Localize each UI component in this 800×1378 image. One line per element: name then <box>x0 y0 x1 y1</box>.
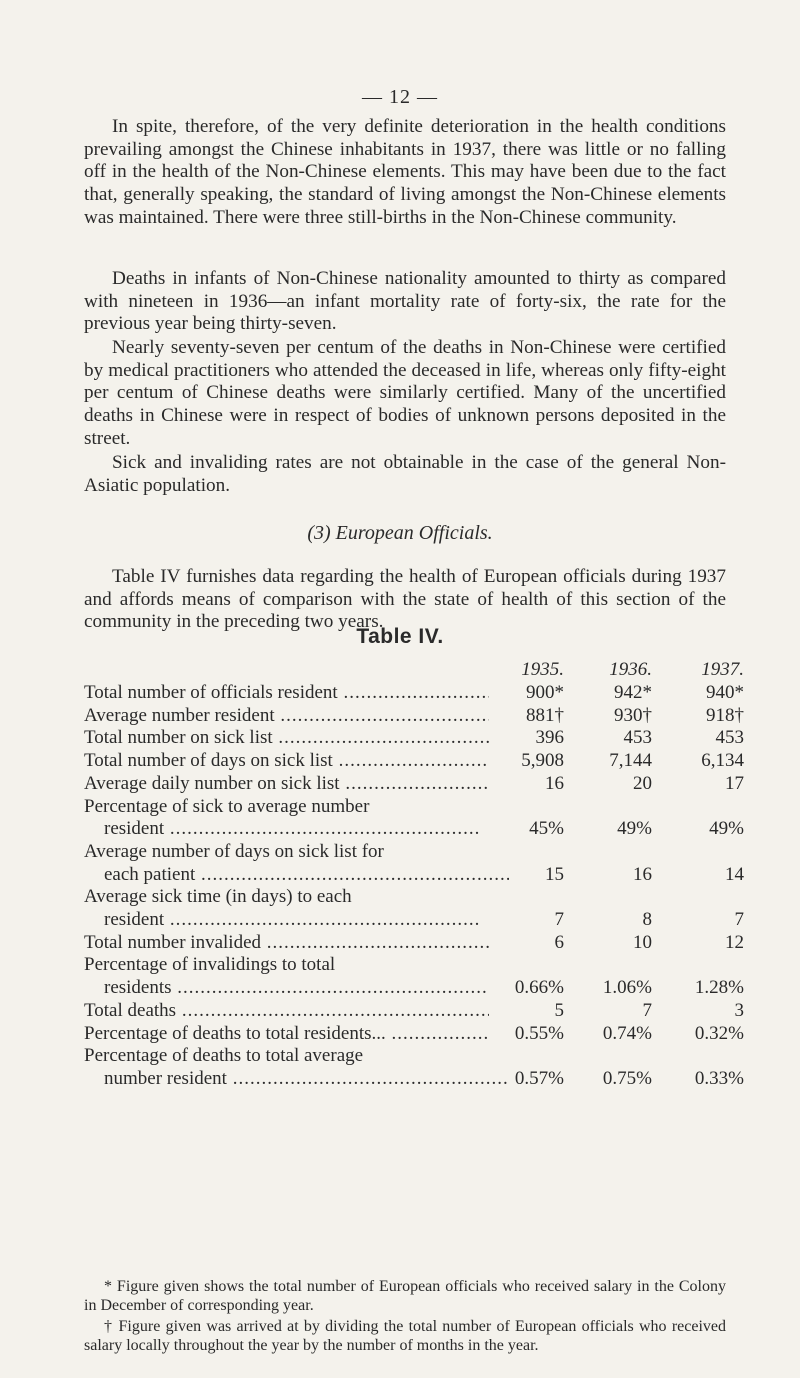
table-body <box>84 682 744 1091</box>
cell-value: 453 <box>715 727 744 749</box>
cell-value: 15 <box>545 863 564 885</box>
cell-value: 49% <box>617 818 652 840</box>
cell-value: 0.74% <box>602 1022 652 1044</box>
table-title: Table IV. <box>356 625 444 648</box>
cell-value: 45% <box>529 818 564 840</box>
row-label <box>84 773 484 796</box>
page-number-header: — 12 — <box>362 86 438 108</box>
year-header-1936: 1936. <box>609 659 652 681</box>
table-row <box>84 954 744 999</box>
table-row <box>84 796 744 841</box>
cell-value: 453 <box>623 727 652 749</box>
paragraph-table-intro: Table IV furnishes data regarding the health of European officials during 1937 and affords means of comparison with the state of health of this section of the community in the preceding two years. <box>84 566 726 633</box>
cell-value: 940* <box>706 682 744 703</box>
table-row <box>84 750 744 773</box>
cell-value: 396 <box>535 727 564 749</box>
footnote-asterisk: * Figure given shows the total number of European officials who received salary in the Colony in December of corresponding year. <box>84 1278 726 1314</box>
cell-value: 0.75% <box>602 1067 652 1089</box>
paragraph-4: Sick and invaliding rates are not obtainable in the case of the general Non-Asiatic population. <box>84 452 726 496</box>
cell-value: 6 <box>554 931 564 953</box>
row-label-line: Percentage of deaths to total average <box>84 1045 364 1067</box>
row-label-line: Percentage of invalidings to total <box>84 954 336 976</box>
table-row <box>84 705 744 728</box>
row-label <box>84 932 484 955</box>
cell-value: 5 <box>554 999 564 1021</box>
row-label-line: Total number on sick list ..... <box>84 727 489 750</box>
section-heading: (3) European Officials. <box>307 522 493 544</box>
row-label-line: Percentage of deaths to total residents... ..... <box>84 1023 489 1046</box>
row-label-line: each patient ..... <box>84 864 509 887</box>
cell-value: 0.57% <box>514 1067 564 1089</box>
cell-value: 0.55% <box>514 1022 564 1044</box>
cell-value: 14 <box>725 863 744 885</box>
row-label-line: Average daily number on sick list ..... <box>84 773 489 796</box>
cell-value: 7 <box>734 909 744 931</box>
row-label-line: Total number of days on sick list ..... <box>84 750 489 773</box>
table-row <box>84 1023 744 1046</box>
row-label-line: number resident ..... <box>84 1068 509 1091</box>
year-header-1937: 1937. <box>701 659 744 681</box>
cell-value: 930† <box>614 704 652 726</box>
row-label-line: Total number of officials resident ..... <box>84 682 489 705</box>
cell-value: 1.06% <box>602 977 652 999</box>
row-label <box>84 886 484 931</box>
cell-value: 0.33% <box>694 1067 744 1089</box>
cell-value: 8 <box>642 909 652 931</box>
table-header-row <box>84 654 744 682</box>
row-label-line: Average number resident ..... <box>84 705 489 728</box>
table-row <box>84 1045 744 1090</box>
cell-value: 7 <box>554 909 564 931</box>
cell-value: 20 <box>633 772 652 794</box>
row-label <box>84 1045 484 1090</box>
cell-value: 12 <box>725 931 744 953</box>
row-label <box>84 750 484 773</box>
cell-value: 10 <box>633 931 652 953</box>
cell-value: 3 <box>734 999 744 1021</box>
row-label-line: resident ..... <box>84 909 509 932</box>
row-label <box>84 682 484 705</box>
row-label-line: Average number of days on sick list for <box>84 840 384 862</box>
paragraph-1: In spite, therefore, of the very definite deterioration in the health conditions prevailing amongst the Chinese inhabitants in 1937, there was little or no falling off in the health of the Non-Chinese elements. This may have been due to the fact that, generally speaking, the standard of living amongst the Non-Chinese elements was maintained. There were three still-births in the Non-Chinese community. <box>84 116 726 228</box>
cell-value: 7,144 <box>609 750 652 772</box>
year-header-1935: 1935. <box>521 659 564 681</box>
row-label <box>84 1000 484 1023</box>
table-row <box>84 727 744 750</box>
cell-value: 942* <box>614 682 652 703</box>
row-label-line: Percentage of sick to average number <box>84 795 370 817</box>
cell-value: 6,134 <box>701 750 744 772</box>
table-row <box>84 682 744 705</box>
cell-value: 49% <box>709 818 744 840</box>
cell-value: 881† <box>526 704 564 726</box>
row-label <box>84 954 484 999</box>
row-label <box>84 727 484 750</box>
row-label-line: Total number invalided ..... <box>84 932 489 955</box>
cell-value: 0.66% <box>514 977 564 999</box>
cell-value: 900* <box>526 682 564 703</box>
cell-value: 16 <box>633 863 652 885</box>
row-label <box>84 841 484 886</box>
row-label <box>84 1023 484 1046</box>
row-label-line: Average sick time (in days) to each <box>84 886 352 908</box>
health-data-table <box>84 654 744 1091</box>
table-row <box>84 1000 744 1023</box>
cell-value: 0.32% <box>694 1022 744 1044</box>
cell-value: 5,908 <box>521 750 564 772</box>
footnote-dagger: † Figure given was arrived at by dividing the total number of European officials who received salary locally throughout the year by the number of months in the year. <box>84 1318 726 1354</box>
table-row <box>84 773 744 796</box>
table-row <box>84 932 744 955</box>
cell-value: 7 <box>642 999 652 1021</box>
paragraph-3: Nearly seventy-seven per centum of the deaths in Non-Chinese were certified by medical practitioners who attended the deceased in life, whereas only fifty-eight per centum of Chinese deaths were similarly certified. Many of the uncertified deaths in Chinese were in respect of bodies of unknown persons deposited in the street. <box>84 337 726 449</box>
paragraph-2: Deaths in infants of Non-Chinese nationality amounted to thirty as compared with nineteen in 1936—an infant mortality rate of forty-six, the rate for the previous year being thirty-seven. <box>84 268 726 335</box>
table-row <box>84 886 744 931</box>
row-label-line: Total deaths ..... <box>84 1000 489 1023</box>
row-label-line: residents ..... <box>84 977 509 1000</box>
row-label-line: resident ..... <box>84 818 509 841</box>
row-label <box>84 796 484 841</box>
cell-value: 918† <box>706 704 744 726</box>
cell-value: 17 <box>725 772 744 794</box>
row-label <box>84 705 484 728</box>
table-row <box>84 841 744 886</box>
cell-value: 16 <box>545 772 564 794</box>
cell-value: 1.28% <box>694 977 744 999</box>
